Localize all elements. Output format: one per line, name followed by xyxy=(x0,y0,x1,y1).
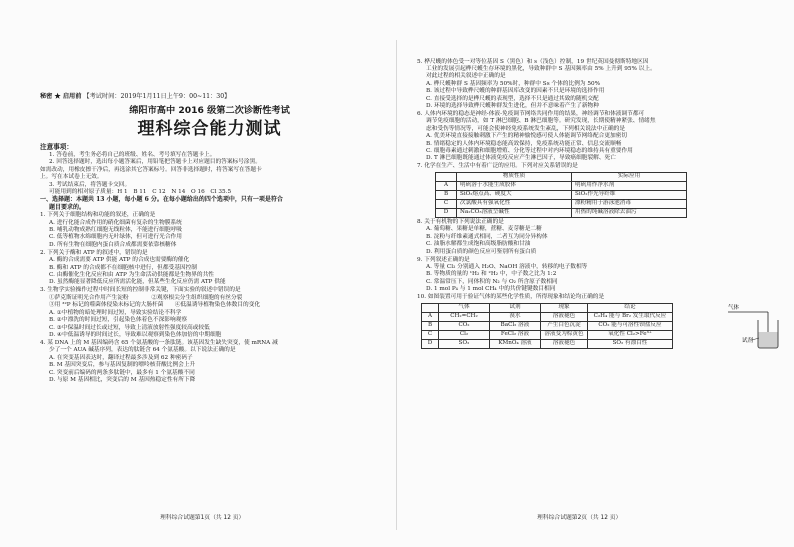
table-cell: C xyxy=(436,199,457,208)
option: C. ③中保温时间过长或过短，导致上清液放射性强度较高或较低 xyxy=(49,324,210,331)
question-stem: 2. 下列关于酶和 ATP 的叙述中，错误的是 xyxy=(40,249,148,256)
question-3 xyxy=(40,287,379,339)
option: B. 哺乳动物成熟红细胞无线粒体，不能进行细胞呼吸 xyxy=(49,227,182,234)
question-4 xyxy=(40,340,379,384)
exam-subtitle: 理科综合能力测试 xyxy=(137,119,282,139)
table-cell: 溶液褪色 xyxy=(541,339,588,348)
table-cell: 次氯酸具有强氧化性 xyxy=(457,199,572,208)
option: B. 情绪稳定的人体内环境稳态能高效保持，免疫系统功能正常、信息交流顺畅 xyxy=(426,140,622,147)
table-cell: 漂粉精用于游泳池消毒 xyxy=(572,199,687,208)
question-2 xyxy=(40,250,379,287)
option: B. 该过程中导致桦尺蠖的种群基因库改变的因素不只是环境的选择作用 xyxy=(426,88,605,95)
option: ③用 ³²P 标记的噬菌体侵染未标记的大肠杆菌 ④低温诱导植物染色体数目的变化 xyxy=(49,302,261,309)
option: D. T 淋巴细胞既能通过体液免疫反应产生淋巴因子，导致癌细胞裂解、死亡 xyxy=(426,155,616,162)
option: C. 直接受选择的是桦尺蠖的表现型，选择不只是通过其致的随机交配 xyxy=(426,95,599,102)
option: B. ②中漂洗的时间过短，引起染色体着色不深影响观察 xyxy=(49,317,188,324)
secret-line xyxy=(40,92,379,101)
question-stem: 6. 人体内环境的稳态是神经-体液-免疫调节网络共同作用的结果，神经调节和体液调节都可 xyxy=(417,111,645,118)
table-cell: SiO₂熔点高、硬度大 xyxy=(457,190,572,199)
question-stem: 1. 下列关于细胞结构和功能的叙述，正确的是 xyxy=(40,212,156,219)
table-row xyxy=(436,208,687,217)
table-cell: C xyxy=(422,330,439,339)
question-stem-cont: 对此过程的相关叙述中正确的是 xyxy=(426,73,506,80)
table-row xyxy=(436,199,687,208)
table-cell: SO₂ xyxy=(439,339,490,348)
table-row xyxy=(422,312,673,321)
fig-gas-label: 气体 xyxy=(728,305,740,312)
table-cell: 溴水 xyxy=(490,312,541,321)
atomic-masses: 可能用到的相对原子质量：H 1 B 11 C 12 N 14 O 16 Cl 35.5 xyxy=(49,189,232,196)
table-cell: C₂H₄ 能与 Br₂ 发生取代反应 xyxy=(588,312,673,321)
exam-title: 绵阳市高中 2016 级第二次诊断性考试 xyxy=(129,105,290,116)
option: D. 1 mol P₄ 与 1 mol CH₄ 中的共价键键数目相同 xyxy=(426,286,556,293)
question-stem: 9. 下列叙述正确的是 xyxy=(417,256,470,263)
reagent-liquid xyxy=(759,332,778,348)
option: A. ①中植物的暗处理时间过短，导致实验结论不科学 xyxy=(49,309,182,316)
note-line: 2. 回答选择题时，选出每小题答案后，用铅笔把答题卡上对应题目的答案标号涂黑。 xyxy=(49,159,261,166)
table-cell: 溶液褪色 xyxy=(541,312,588,321)
table-cell: B xyxy=(436,190,457,199)
table-cell: D xyxy=(436,208,457,217)
table-cell: SiO₂作光导纤维 xyxy=(572,190,687,199)
question-9 xyxy=(417,257,780,294)
question-stem-cont: 调节免疫细胞的活动，如 T 淋巴细胞、B 淋巴细胞等。研究发现，长期使精神紧张、情绪焦 xyxy=(426,118,656,125)
note-line: 3. 考试结束后，将答题卡交回。 xyxy=(49,181,131,188)
table-header-cell: 物质性质 xyxy=(457,172,572,181)
table-row xyxy=(422,330,673,339)
option: B. 酶和 ATP 的合成都不在细胞核中进行，但都受基因控制 xyxy=(49,264,197,271)
table-cell: Na₂CO₃溶液呈碱性 xyxy=(457,208,572,217)
option: D. 所有生物在细胞内蛋白质合成都需要依靠核糖体 xyxy=(49,241,177,248)
fig-reagent-label: 试剂 xyxy=(742,338,754,345)
table-cell: CH₂=CH₂ xyxy=(439,312,490,321)
secret-label: 秘密 ★ 启用前 xyxy=(40,93,82,100)
table-row xyxy=(436,190,687,199)
question-7 xyxy=(417,163,780,217)
table-header-cell xyxy=(436,172,457,181)
question-stem: 10. 如图装置可用于验证气体的某些化学性质，所得现象和结论均正确的是 xyxy=(417,294,605,301)
note-line: 如需改动，用橡皮擦干净后，再选涂其它答案标号。回答非选择题时，将答案写在答题卡 xyxy=(40,166,262,173)
table-cell: 用热的纯碱溶液除去油污 xyxy=(572,208,687,217)
table-cell: B xyxy=(422,321,439,330)
option: C. 细胞毒素通过刺激和细胞增殖、分化等过程中对内环境稳态的维持具有重要作用 xyxy=(426,148,633,155)
table-header-row xyxy=(436,172,687,181)
exam-page-2 xyxy=(397,0,794,547)
section-one-heading-cont: 题目要求的。 xyxy=(49,204,86,212)
table-header-row xyxy=(422,303,673,312)
option: A. 进行化能合成作用的硝化细菌有复杂的生物膜系统 xyxy=(49,219,182,226)
table-row xyxy=(422,321,673,330)
page-footer: 理科综合试题第2页（共 12 页） xyxy=(537,515,622,521)
table-row xyxy=(422,339,673,348)
table-header-cell: 现象 xyxy=(541,303,588,312)
question-stem: 8. 关于有机物的下列说法正确的是 xyxy=(417,218,504,225)
option: D. 虽然酶能显著降低反应所需活化能，但某些生化反应仍需 ATP 供能 xyxy=(49,279,226,286)
table-cell: KMnO₄ 溶液 xyxy=(490,339,541,348)
table-cell: Cl₂ xyxy=(439,330,490,339)
table-header-cell: 结论 xyxy=(588,303,673,312)
page-footer: 理科综合试题第1页（共 12 页） xyxy=(160,515,245,521)
question-stem-cont: 虑和受伤等情况等，可能会使神经免疫系统发生紊乱，下列相关说法中正确的是 xyxy=(426,125,626,132)
option: A. 在突变基因表达时，翻译过程最多涉及到 62 种密码子 xyxy=(49,354,193,361)
option: C. 油脂水解都生成饱和高级脂肪酸和甘油 xyxy=(426,241,531,248)
section-one-heading: 一、选择题：本题共 13 小题，每小题 6 分。在每小题给出的四个选项中，只有一项是符合 xyxy=(40,196,283,204)
option: C. 由酶催化生化反应和由 ATP 为生命活动供能都是生物界的共性 xyxy=(49,272,214,279)
q7-table xyxy=(435,172,687,218)
option: D. 与原 M 基因相比，突变后的 M 基因热稳定性有所下降 xyxy=(49,376,196,383)
question-stem: 7. 化学在生产、生活中有着广泛的应用。下列对应关系错误的是 xyxy=(417,163,578,170)
table-cell: 明矾用作净水剂 xyxy=(572,181,687,190)
table-cell: FeCl₂ 溶液 xyxy=(490,330,541,339)
option: D. ④中低温诱导的时间过长，导致难以观察到染色体加倍的中期细胞 xyxy=(49,331,222,338)
note-line: 上。写在本试卷上无效。 xyxy=(40,174,103,181)
table-cell: SO₂ 有漂白性 xyxy=(588,339,673,348)
question-10 xyxy=(417,294,780,348)
gas-test-apparatus-diagram xyxy=(728,302,780,350)
table-header-cell: 气体 xyxy=(439,303,490,312)
option: A. 桦尺蠖种群 S 基因频率为 50%时，种群中 Ss 个体的比例为 50% xyxy=(426,80,601,87)
option: C. 低等植物水绵细胞内无叶绿体，但可进行光合作用 xyxy=(49,234,182,241)
option: B. 淀粉与纤维素通式相同，二者互为同分异构体 xyxy=(426,233,548,240)
note-line: 1. 答卷前，考生务必将自己的班级、姓名、考号填写在答题卡上。 xyxy=(49,152,216,158)
question-8 xyxy=(417,219,780,256)
option: A. 葡萄糖、果糖是单糖，蔗糖、麦芽糖是二糖 xyxy=(426,226,542,233)
option: B. M 基因突变后，参与基因复制的嘌呤核苷酸比例会上升 xyxy=(49,362,196,369)
exam-time: 【考试时间：2019年1月11日上午9：00~11：30】 xyxy=(83,93,231,100)
table-header-cell xyxy=(422,303,439,312)
q10-table xyxy=(421,303,673,349)
question-5 xyxy=(417,59,780,111)
table-header-cell: 试剂 xyxy=(490,303,541,312)
table-cell: 产生白色沉淀 xyxy=(541,321,588,330)
question-stem-cont: 少了一个 AUA 碱基序列，表达的肽链含 64 个氨基酸。以下说法正确的是 xyxy=(49,347,236,354)
question-stem: 3. 生物学实验操作过程中时间长短的控制非常关键，下面实验的叙述中错误的是 xyxy=(40,287,241,294)
notes-heading: 注意事项： xyxy=(40,143,73,151)
table-cell: A xyxy=(436,181,457,190)
option: ①萨克斯证明光合作用产生淀粉 ②观察根尖分生组织细胞的有丝分裂 xyxy=(49,294,243,301)
question-stem-cont: 工业的发展引起桦尺蠖生存环境的黑化，导致种群中 S 基因频率由 5% 上升到 95% 以上。 xyxy=(426,66,656,72)
question-stem: 5. 桦尺蠖的体色受一对等位基因 S（黑色）和 s（浅色）控制，19 世纪英国曼彻斯特地区因 xyxy=(417,58,649,65)
table-cell: 明矾溶于水能生成胶体 xyxy=(457,181,572,190)
option: A. 酶的合成需要 ATP 供能 ATP 的合成也需要酶的催化 xyxy=(49,257,190,264)
question-6 xyxy=(417,111,780,163)
option: C. 突变前后编码的两条多肽链中，最多有 1 个氨基酸不同 xyxy=(49,369,195,376)
option: A. 等量 Cl₂ 分别通入 H₂O、NaOH 溶液中，转移的电子数相等 xyxy=(426,263,588,270)
table-cell: A xyxy=(422,312,439,321)
option: C. 常温常压下，同体积的 N₂ 与 O₂ 所含原子数相同 xyxy=(426,278,558,285)
option: D. 利用蛋白质的颜色反应可鉴别所有蛋白质 xyxy=(426,248,537,255)
table-cell: CO₂ 能与可溶性钡盐反应 xyxy=(588,321,673,330)
table-cell: CO₂ xyxy=(439,321,490,330)
table-cell: BaCl₂ 溶液 xyxy=(490,321,541,330)
option: D. 环境的选择导致桦尺蠖种群发生进化，但并不意味着产生了新物种 xyxy=(426,103,599,110)
table-row xyxy=(436,181,687,190)
table-cell: D xyxy=(422,339,439,348)
option: A. 优美环境直接接触刺激下产生的精神愉悦感可使人体能调节网络配合更加密切 xyxy=(426,133,628,140)
table-cell: 氧化性 Cl₂>Fe³⁺ xyxy=(588,330,673,339)
question-stem: 4. 某 DNA 上的 M 基因编码含 65 个氨基酸的一条肽链。该基因发生缺失突变，使 mRNA 减 xyxy=(40,339,278,346)
question-1 xyxy=(40,212,379,249)
table-header-cell: 实际应用 xyxy=(572,172,687,181)
option: B. 等物质的量的 ¹H₂ 和 ²H₂ 中，中子数之比为 1:2 xyxy=(426,271,557,278)
table-cell: 溶液变为棕黄色 xyxy=(541,330,588,339)
